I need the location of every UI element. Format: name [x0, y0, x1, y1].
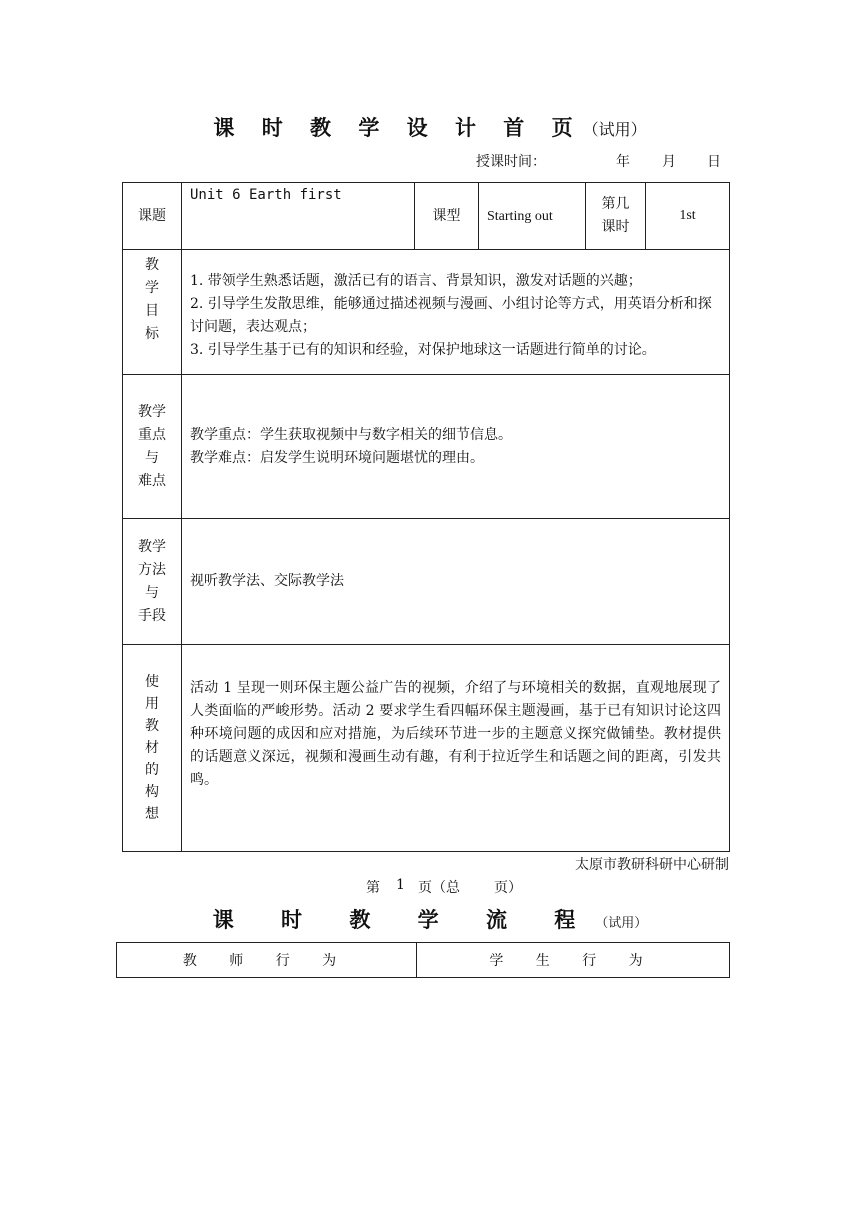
- materials-label-char: 想: [145, 806, 159, 822]
- methods-content: 视听教学法、交际教学法: [182, 519, 730, 645]
- flow-title-note: （试用）: [595, 916, 648, 931]
- objectives-label: [123, 250, 182, 375]
- objectives-label-char: 学: [145, 280, 159, 296]
- key-points-label-line: 重点: [138, 426, 166, 443]
- materials-label-char: 教: [145, 718, 159, 734]
- period-label-line-2: 课时: [601, 219, 630, 235]
- objective-item: 1. 带领学生熟悉话题，激活已有的语言、背景知识，激发对话题的兴趣；: [190, 273, 642, 289]
- page-title-main: 课 时 教 学 设 计 首 页: [213, 116, 583, 140]
- teaching-difficulty: 教学难点：启发学生说明环境问题堪忧的理由。: [190, 449, 484, 466]
- teacher-actions-header: 教 师 行 为: [117, 943, 417, 978]
- objectives-label-char: 标: [145, 326, 159, 342]
- page-suffix: 页（总: [418, 880, 460, 896]
- organization-credit: 太原市教研科研中心研制: [575, 857, 729, 873]
- period-value: 1st: [646, 183, 730, 250]
- methods-label-line: 与: [145, 584, 159, 601]
- page-title: [0, 112, 860, 142]
- topic-value: Unit 6 Earth first: [182, 183, 415, 250]
- date-month: 月: [662, 154, 676, 170]
- topic-label: 课题: [123, 183, 182, 250]
- key-points-label-line: 与: [145, 449, 159, 466]
- materials-row: [123, 645, 730, 852]
- materials-label-char: 构: [145, 784, 159, 800]
- student-actions-header: 学 生 行 为: [417, 943, 730, 978]
- lesson-type-label: 课型: [415, 183, 479, 250]
- key-points-row: [123, 375, 730, 519]
- key-points-content: [182, 375, 730, 519]
- teaching-focus: 教学重点：学生获取视频中与数字相关的细节信息。: [190, 426, 512, 443]
- methods-label-line: 教学: [138, 538, 166, 555]
- methods-label-line: 手段: [138, 607, 166, 624]
- materials-label: [123, 645, 182, 852]
- objectives-row: [123, 250, 730, 375]
- materials-content: 活动 1 呈现一则环保主题公益广告的视频，介绍了与环境相关的数据，直观地展现了人类面临的严峻形势。活动 2 要求学生看四幅环保主题漫画，基于已有知识讨论这四种环境问题的成因和应对措施，为后续环节进一步的主题意义探究做铺垫。教材提供的话题意义深远，视频和漫画生动有趣，有利于拉近学生和话题之间的距离，引发共鸣。: [182, 645, 730, 852]
- key-points-label: [123, 375, 182, 519]
- period-label-line-1: 第几: [601, 196, 630, 212]
- page-title-note: （试用）: [582, 120, 647, 139]
- materials-label-char: 用: [145, 696, 159, 712]
- date-label: 授课时间：: [476, 154, 546, 170]
- topic-row: [123, 183, 730, 250]
- date-day: 日: [707, 154, 721, 170]
- period-label: [586, 183, 646, 250]
- page-number: 1: [396, 877, 405, 893]
- flow-title: [0, 904, 860, 934]
- objectives-label-char: 教: [145, 257, 159, 273]
- methods-row: [123, 519, 730, 645]
- flow-title-main: 课 时 教 学 流 程: [212, 908, 596, 932]
- objectives-content: [182, 250, 730, 375]
- lesson-design-table: [122, 182, 730, 852]
- lesson-flow-table: [116, 942, 730, 978]
- materials-label-char: 使: [145, 674, 159, 690]
- methods-label: [123, 519, 182, 645]
- objective-item: 2. 引导学生发散思维，能够通过描述视频与漫画、小组讨论等方式，用英语分析和探讨问题，表达观点；: [190, 296, 712, 335]
- key-points-label-line: 难点: [138, 472, 166, 489]
- page-prefix: 第: [366, 880, 380, 896]
- materials-label-char: 的: [145, 762, 159, 778]
- flow-header-row: [117, 943, 730, 978]
- key-points-label-line: 教学: [138, 403, 166, 420]
- objectives-label-char: 目: [145, 303, 159, 319]
- date-year: 年: [616, 154, 630, 170]
- materials-label-char: 材: [145, 740, 159, 756]
- lesson-type-value: Starting out: [479, 183, 586, 250]
- methods-label-line: 方法: [138, 561, 166, 578]
- page-total-suffix: 页）: [494, 880, 522, 896]
- objective-item: 3. 引导学生基于已有的知识和经验，对保护地球这一话题进行简单的讨论。: [190, 342, 656, 358]
